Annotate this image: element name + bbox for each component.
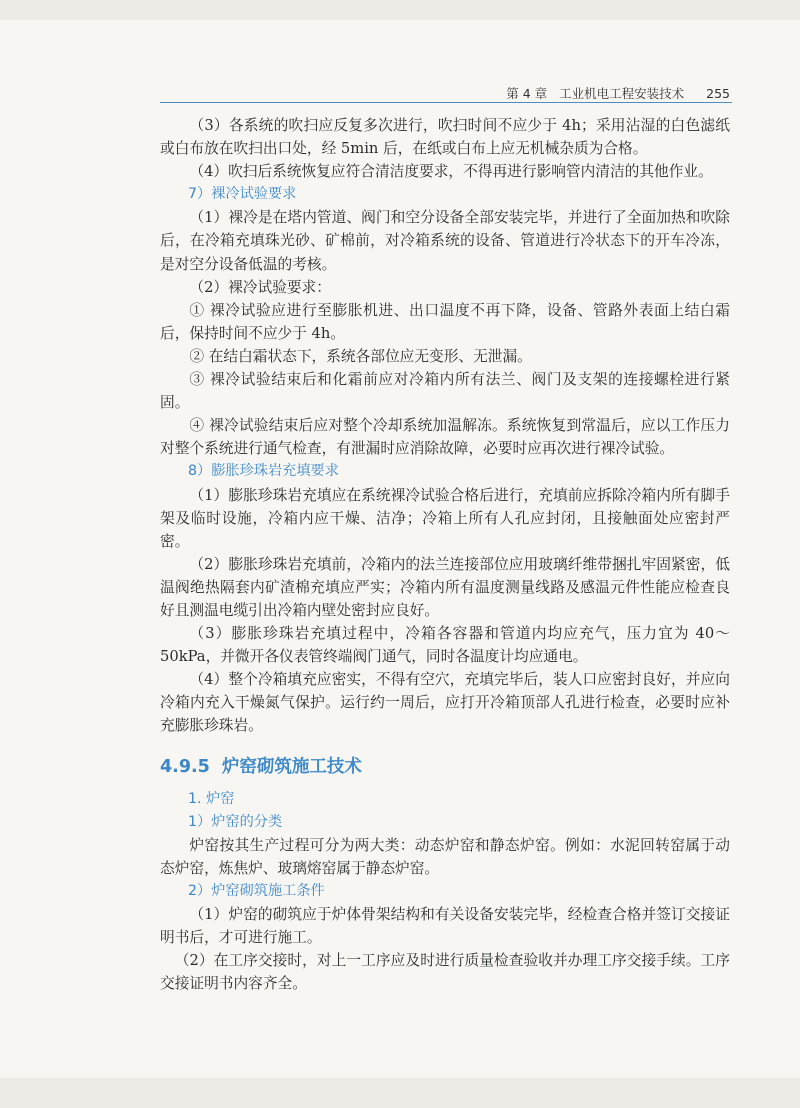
page-body [160,114,730,995]
paragraph: （3）膨胀珍珠岩充填过程中，冷箱各容器和管道内均应充气，压力宜为 40～50kPa，并微开各仪表管终端阀门通气，同时各温度计均应通电。 [160,625,730,666]
paragraph: ④ 裸冷试验结束后应对整个冷却系统加温解冻。系统恢复到常温后，应以工作压力对整个系统进行通气检查，有泄漏时应消除故障，必要时应再次进行裸冷试验。 [160,417,730,458]
subsection-heading: 2）炉窑砌筑施工条件 [188,882,325,899]
paragraph: （2）裸冷试验要求： [189,278,331,296]
paragraph: （1）膨胀珍珠岩充填应在系统裸冷试验合格后进行，充填前应拆除冷箱内所有脚手架及临时设施，冷箱内应干燥、洁净；冷箱上所有人孔应封闭，且接触面处应密封严密。 [160,486,730,550]
paragraph: （4）整个冷箱填充应密实，不得有空穴，充填完毕后，装人口应密封良好，并应向冷箱内充入干燥氮气保护。运行约一周后，应打开冷箱顶部人孔进行检查，必要时应补充膨胀珍珠岩。 [160,671,730,735]
paragraph: ③ 裸冷试验结束后和化霜前应对冷箱内所有法兰、阀门及支架的连接螺栓进行紧固。 [160,371,730,412]
paragraph: （2）在工序交接时，对上一工序应及时进行质量检查验收并办理工序交接手续。工序交接证明书内容齐全。 [160,952,730,993]
scan-edge-top [0,0,800,20]
paragraph: （1）裸冷是在塔内管道、阀门和空分设备全部安装完毕，并进行了全面加热和吹除后，在冷箱充填珠光砂、矿棉前，对冷箱系统的设备、管道进行冷状态下的开车冷冻，是对空分设备低温的考核。 [160,209,730,273]
paragraph: （1）炉窑的砌筑应于炉体骨架结构和有关设备安装完毕，经检查合格并签订交接证明书后，才可进行施工。 [160,906,730,947]
section-title: 炉窑砌筑施工技术 [221,756,362,777]
scan-edge-bottom [0,1078,800,1108]
page-number: 255 [706,86,730,101]
paragraph: （2）膨胀珍珠岩充填前，冷箱内的法兰连接部位应用玻璃纤维带捆扎牢固紧密，低温阀绝热隔套内矿渣棉充填应严实；冷箱内所有温度测量线路及感温元件性能应检查良好且测温电缆引出冷箱内壁处密封应良好。 [160,555,730,619]
subsection-heading: 8）膨胀珍珠岩充填要求 [188,463,339,480]
subsection-heading: 1. 炉窑 [188,790,235,807]
chapter-title: 工业机电工程安装技术 [559,86,685,101]
paragraph: 炉窑按其生产过程可分为两大类：动态炉窑和静态炉窑。例如：水泥回转窑属于动态炉窑，炼焦炉、玻璃熔窑属于静态炉窑。 [160,836,730,877]
paragraph: （4）吹扫后系统恢复应符合清洁度要求，不得再进行影响管内清洁的其他作业。 [189,163,713,181]
section-number: 4.9.5 [160,756,210,777]
chapter-number: 第 4 章 [506,86,548,101]
paragraph: ② 在结白霜状态下，系统各部位应无变形、无泄漏。 [189,347,532,365]
header-rule [160,102,732,103]
paragraph: ① 裸冷试验应进行至膨胀机进、出口温度不再下降，设备、管路外表面上结白霜后，保持时间不应少于 4h。 [160,301,730,342]
paragraph: （3）各系统的吹扫应反复多次进行，吹扫时间不应少于 4h；采用沾湿的白色滤纸或白布放在吹扫出口处，经 5min 后，在纸或白布上应无机械杂质为合格。 [160,117,730,158]
section-heading [160,752,730,782]
subsection-heading: 1）炉窑的分类 [188,813,283,830]
running-header [160,84,730,104]
subsection-heading: 7）裸冷试验要求 [188,186,297,203]
